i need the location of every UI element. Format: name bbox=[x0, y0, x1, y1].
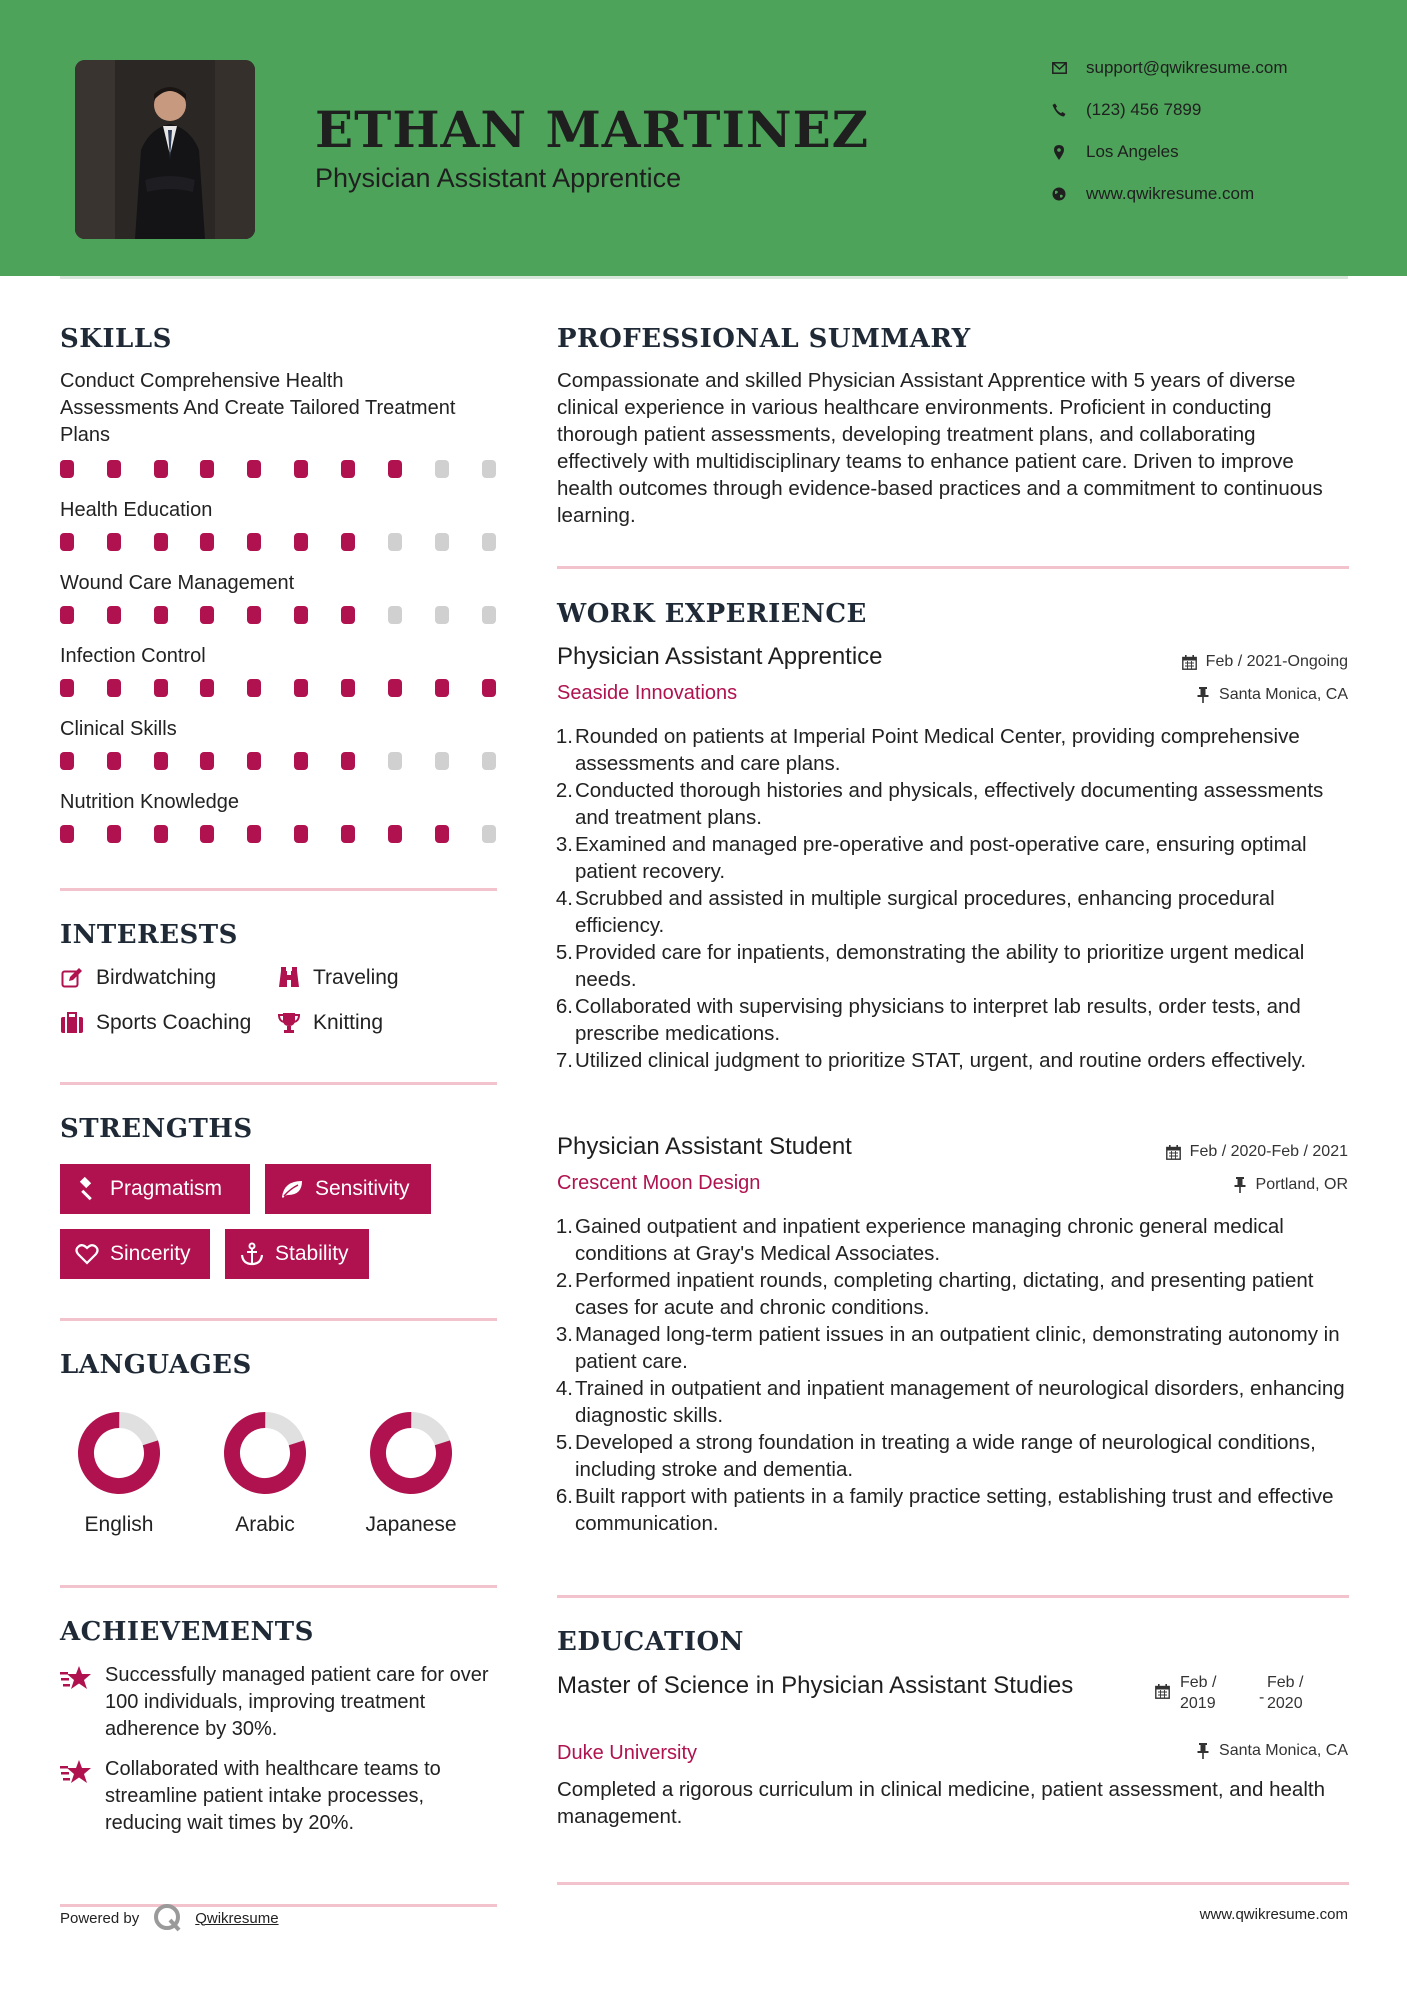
bullet-number: 3. bbox=[555, 1323, 573, 1346]
skill-dot-filled bbox=[200, 460, 214, 478]
skill-dot-filled bbox=[388, 679, 402, 697]
candidate-title: Physician Assistant Apprentice bbox=[315, 163, 682, 193]
job-bullet bbox=[557, 1213, 1349, 1267]
bullet-number: 2. bbox=[555, 1269, 573, 1292]
skill-dot-filled bbox=[341, 752, 355, 770]
bullet-text: Trained in outpatient and inpatient management of neurological disorders, enhancing diagnostic skills. bbox=[575, 1377, 1345, 1427]
anchor-icon bbox=[239, 1241, 265, 1267]
skill-dot-filled bbox=[247, 825, 261, 843]
skill-dot-filled bbox=[294, 533, 308, 551]
skill-dot-empty bbox=[388, 533, 402, 551]
job-bullet bbox=[557, 1267, 1349, 1321]
job-bullet bbox=[557, 777, 1349, 831]
skill-dot-filled bbox=[107, 606, 121, 624]
education-date-start: Feb / 2019 bbox=[1180, 1674, 1217, 1712]
strength-badge bbox=[60, 1164, 250, 1214]
skill-dot-filled bbox=[154, 825, 168, 843]
skill-dot-filled bbox=[154, 679, 168, 697]
bullet-text: Examined and managed pre-operative and post-operative care, ensuring optimal patient recovery. bbox=[575, 833, 1307, 883]
skills-heading: SKILLS bbox=[60, 324, 172, 354]
skill-dot-filled bbox=[341, 533, 355, 551]
skill-dot-filled bbox=[200, 825, 214, 843]
skill-dot-empty bbox=[388, 752, 402, 770]
strength-badge bbox=[265, 1164, 431, 1214]
qwikresume-logo-icon bbox=[153, 1903, 183, 1933]
achievement-text: Collaborated with healthcare teams to streamline patient intake processes, reducing wait times by 20%. bbox=[105, 1758, 441, 1834]
education-date-end: Feb / 2020 bbox=[1267, 1674, 1304, 1712]
language-donut-fill bbox=[223, 1411, 306, 1494]
phone-icon bbox=[1050, 101, 1068, 119]
contact-website-text: www.qwikresume.com bbox=[1086, 184, 1255, 203]
language-donut-fill bbox=[77, 1411, 160, 1494]
bullet-number: 7. bbox=[555, 1049, 573, 1072]
job-dates bbox=[1166, 1143, 1348, 1161]
strength-badge bbox=[225, 1229, 369, 1279]
skill-dot-filled bbox=[435, 679, 449, 697]
skill-dot-filled bbox=[247, 679, 261, 697]
job-title: Physician Assistant Apprentice bbox=[557, 643, 883, 670]
skill-dot-filled bbox=[294, 606, 308, 624]
powered-by-text: Powered by bbox=[60, 1909, 140, 1927]
heart-icon bbox=[74, 1241, 100, 1267]
skill-dot-filled bbox=[294, 460, 308, 478]
section-divider bbox=[557, 566, 1349, 569]
contact-website[interactable] bbox=[1050, 184, 1254, 204]
contact-location-text: Los Angeles bbox=[1086, 142, 1179, 161]
pin-icon bbox=[1195, 687, 1211, 703]
bullet-number: 6. bbox=[555, 1485, 573, 1508]
pin-icon bbox=[1195, 1743, 1211, 1759]
bullet-number: 1. bbox=[555, 725, 573, 748]
skill-dot-filled bbox=[154, 460, 168, 478]
strengths-heading: STRENGTHS bbox=[60, 1114, 253, 1144]
globe-icon bbox=[1050, 185, 1068, 203]
bullet-number: 6. bbox=[555, 995, 573, 1018]
header-banner bbox=[0, 0, 1407, 276]
skill-dot-filled bbox=[341, 679, 355, 697]
company-name: Seaside Innovations bbox=[557, 682, 738, 704]
education-location bbox=[1195, 1742, 1348, 1760]
bullet-text: Developed a strong foundation in treating a wide range of neurological conditions, including stroke and dementia. bbox=[575, 1431, 1316, 1481]
skill-dot-filled bbox=[341, 460, 355, 478]
job-dates-text: Feb / 2020-Feb / 2021 bbox=[1189, 1143, 1348, 1160]
language-donut bbox=[74, 1408, 164, 1498]
job-bullet bbox=[557, 993, 1349, 1047]
contact-phone-text: (123) 456 7899 bbox=[1086, 100, 1202, 119]
education-location-text: Santa Monica, CA bbox=[1219, 1742, 1348, 1759]
interests-heading: INTERESTS bbox=[60, 920, 238, 950]
interest-item bbox=[277, 966, 399, 990]
interest-label: Traveling bbox=[313, 966, 399, 989]
language-label: English bbox=[84, 1513, 154, 1536]
language-donut bbox=[220, 1408, 310, 1498]
skill-dot-filled bbox=[60, 679, 74, 697]
bullet-number: 2. bbox=[555, 779, 573, 802]
star-icon bbox=[60, 1758, 92, 1786]
job-location-text: Portland, OR bbox=[1255, 1176, 1348, 1193]
skill-dot-filled bbox=[60, 460, 74, 478]
education-dates bbox=[1155, 1672, 1355, 1716]
binoculars-icon bbox=[277, 966, 301, 990]
interest-label: Birdwatching bbox=[96, 966, 217, 989]
skill-name: Wound Care Management bbox=[60, 572, 295, 594]
skill-dot-filled bbox=[107, 460, 121, 478]
skill-name: Clinical Skills bbox=[60, 718, 177, 740]
summary-text: Compassionate and skilled Physician Assistant Apprentice with 5 years of diverse clinical experience in various healthcare environments. Proficient in conducting thorough patient assessments, developing treatment plans, and collaborating effectively with multidisciplinary teams to enhance patient care. Driven to improve health outcomes through evidence-based practices and a commitment to continuous learning. bbox=[557, 369, 1323, 527]
skill-dot-filled bbox=[294, 752, 308, 770]
achievement-item bbox=[60, 1756, 500, 1876]
bullet-text: Gained outpatient and inpatient experience managing chronic general medical conditions at Gray's Medical Associates. bbox=[575, 1215, 1284, 1265]
skill-dot-filled bbox=[154, 533, 168, 551]
bullet-text: Provided care for inpatients, demonstrating the ability to prioritize urgent medical needs. bbox=[575, 941, 1305, 991]
strength-label: Sincerity bbox=[110, 1242, 191, 1265]
skill-dot-filled bbox=[294, 679, 308, 697]
skill-dot-filled bbox=[107, 752, 121, 770]
job-location bbox=[1232, 1176, 1348, 1194]
calendar-icon bbox=[1182, 654, 1198, 670]
bullet-number: 5. bbox=[555, 1431, 573, 1454]
language-donut-fill bbox=[369, 1411, 452, 1494]
company-name: Crescent Moon Design bbox=[557, 1172, 761, 1194]
section-divider bbox=[60, 888, 497, 891]
bullet-text: Built rapport with patients in a family practice setting, establishing trust and effective communication. bbox=[575, 1485, 1334, 1535]
strength-badge bbox=[60, 1229, 210, 1279]
skill-dot-filled bbox=[388, 460, 402, 478]
skill-dot-empty bbox=[435, 606, 449, 624]
education-heading: EDUCATION bbox=[557, 1627, 744, 1657]
mail-icon bbox=[1050, 59, 1068, 77]
skill-dot-filled bbox=[200, 752, 214, 770]
header-divider bbox=[60, 276, 1348, 279]
bullet-text: Collaborated with supervising physicians to interpret lab results, order tests, and prescribe medications. bbox=[575, 995, 1301, 1045]
edit-icon bbox=[60, 966, 84, 990]
calendar-icon bbox=[1166, 1144, 1182, 1160]
bullet-number: 4. bbox=[555, 1377, 573, 1400]
skill-dot-filled bbox=[435, 825, 449, 843]
bullet-number: 4. bbox=[555, 887, 573, 910]
calendar-icon bbox=[1155, 1684, 1170, 1704]
skill-dot-filled bbox=[341, 825, 355, 843]
skill-dot-empty bbox=[482, 752, 496, 770]
experience-heading: WORK EXPERIENCE bbox=[557, 599, 867, 629]
job-bullet bbox=[557, 885, 1349, 939]
job-dates bbox=[1182, 653, 1348, 671]
section-divider bbox=[60, 1318, 497, 1321]
achievements-heading: ACHIEVEMENTS bbox=[60, 1617, 314, 1647]
skill-dot-empty bbox=[482, 460, 496, 478]
achievement-text: Successfully managed patient care for over 100 individuals, improving treatment adherence by 30%. bbox=[105, 1664, 489, 1740]
contact-email[interactable] bbox=[1050, 58, 1288, 78]
briefcase-icon bbox=[60, 1011, 84, 1035]
language-donut bbox=[366, 1408, 456, 1498]
section-divider bbox=[60, 1585, 497, 1588]
leaf-icon bbox=[279, 1176, 305, 1202]
skill-dot-filled bbox=[60, 606, 74, 624]
map-marker-icon bbox=[1050, 143, 1068, 161]
gavel-icon bbox=[74, 1176, 100, 1202]
job-bullet bbox=[557, 939, 1349, 993]
job-bullet bbox=[557, 1429, 1349, 1483]
job-bullet bbox=[557, 723, 1349, 777]
skill-dot-filled bbox=[154, 606, 168, 624]
section-divider bbox=[557, 1595, 1349, 1598]
candidate-name: ETHAN MARTINEZ bbox=[315, 100, 870, 159]
bullet-number: 3. bbox=[555, 833, 573, 856]
star-icon bbox=[60, 1664, 92, 1692]
strength-label: Pragmatism bbox=[110, 1177, 223, 1200]
skill-name: Nutrition Knowledge bbox=[60, 791, 239, 813]
strength-label: Stability bbox=[275, 1242, 349, 1265]
trophy-icon bbox=[277, 1011, 301, 1035]
contact-location bbox=[1050, 142, 1179, 162]
job-bullet-list bbox=[557, 1213, 1349, 1537]
skill-dot-filled bbox=[60, 533, 74, 551]
skill-dot-empty bbox=[482, 606, 496, 624]
section-divider bbox=[60, 1082, 497, 1085]
achievement-item bbox=[60, 1662, 500, 1752]
bullet-text: Conducted thorough histories and physicals, effectively documenting assessments and treatment plans. bbox=[575, 779, 1324, 829]
job-bullet-list bbox=[557, 723, 1349, 1074]
bullet-text: Managed long-term patient issues in an outpatient clinic, demonstrating autonomy in patient care. bbox=[575, 1323, 1340, 1373]
skill-dot-filled bbox=[294, 825, 308, 843]
skill-dot-empty bbox=[388, 606, 402, 624]
job-title: Physician Assistant Student bbox=[557, 1133, 852, 1160]
skill-dot-filled bbox=[200, 679, 214, 697]
skill-dot-filled bbox=[247, 606, 261, 624]
language-label: Japanese bbox=[365, 1513, 457, 1536]
school-name: Duke University bbox=[557, 1742, 698, 1764]
skill-dot-empty bbox=[435, 533, 449, 551]
skill-dot-filled bbox=[107, 679, 121, 697]
skill-dot-empty bbox=[435, 752, 449, 770]
language-label: Arabic bbox=[235, 1513, 295, 1536]
skill-name: Infection Control bbox=[60, 645, 206, 667]
skill-dot-empty bbox=[482, 533, 496, 551]
footer-website[interactable]: www.qwikresume.com bbox=[1199, 1906, 1348, 1923]
skill-dot-filled bbox=[60, 825, 74, 843]
skill-dot-filled bbox=[200, 533, 214, 551]
job-bullet bbox=[557, 1321, 1349, 1375]
powered-by bbox=[60, 1903, 279, 1933]
skill-dot-filled bbox=[482, 679, 496, 697]
interest-item bbox=[277, 1011, 383, 1035]
skill-dot-filled bbox=[341, 606, 355, 624]
interest-item bbox=[60, 966, 216, 990]
skill-dot-filled bbox=[154, 752, 168, 770]
job-bullet bbox=[557, 1483, 1349, 1537]
languages-heading: LANGUAGES bbox=[60, 1350, 252, 1380]
skill-dot-empty bbox=[482, 825, 496, 843]
skill-dot-empty bbox=[435, 460, 449, 478]
skill-dot-filled bbox=[200, 606, 214, 624]
skill-dot-filled bbox=[107, 825, 121, 843]
bullet-text: Scrubbed and assisted in multiple surgical procedures, enhancing procedural efficiency. bbox=[575, 887, 1275, 937]
section-divider bbox=[557, 1882, 1349, 1885]
job-bullet bbox=[557, 1375, 1349, 1429]
profile-photo bbox=[75, 60, 255, 239]
contact-phone[interactable] bbox=[1050, 100, 1201, 120]
pin-icon bbox=[1232, 1177, 1248, 1193]
job-location bbox=[1195, 686, 1348, 704]
skill-dot-filled bbox=[107, 533, 121, 551]
skill-dot-filled bbox=[247, 752, 261, 770]
bullet-number: 1. bbox=[555, 1215, 573, 1238]
summary-heading: PROFESSIONAL SUMMARY bbox=[557, 324, 971, 354]
bullet-text: Performed inpatient rounds, completing charting, dictating, and presenting patient cases for acute and chronic conditions. bbox=[575, 1269, 1314, 1319]
qwikresume-link[interactable]: Qwikresume bbox=[195, 1909, 279, 1927]
degree-title: Master of Science in Physician Assistant Studies bbox=[557, 1672, 1074, 1699]
job-bullet bbox=[557, 1047, 1349, 1074]
interest-label: Sports Coaching bbox=[96, 1011, 252, 1034]
skill-name: Health Education bbox=[60, 499, 213, 521]
bullet-text: Rounded on patients at Imperial Point Medical Center, providing comprehensive assessments and care plans. bbox=[575, 725, 1300, 775]
strength-label: Sensitivity bbox=[315, 1177, 410, 1200]
contact-email-text: support@qwikresume.com bbox=[1086, 58, 1288, 77]
bullet-number: 5. bbox=[555, 941, 573, 964]
skill-dot-filled bbox=[388, 825, 402, 843]
date-separator: - bbox=[1259, 1689, 1265, 1706]
skill-dot-filled bbox=[247, 460, 261, 478]
skill-dot-filled bbox=[60, 752, 74, 770]
job-bullet bbox=[557, 831, 1349, 885]
interest-item bbox=[60, 1011, 251, 1035]
job-dates-text: Feb / 2021-Ongoing bbox=[1205, 653, 1348, 670]
skill-name: Conduct Comprehensive Health Assessments And Create Tailored Treatment Plans bbox=[60, 370, 456, 446]
skill-dot-filled bbox=[247, 533, 261, 551]
education-description: Completed a rigorous curriculum in clinical medicine, patient assessment, and health management. bbox=[557, 1778, 1325, 1828]
job-location-text: Santa Monica, CA bbox=[1219, 686, 1348, 703]
bullet-text: Utilized clinical judgment to prioritize STAT, urgent, and routine orders effectively. bbox=[575, 1049, 1307, 1072]
interest-label: Knitting bbox=[313, 1011, 384, 1034]
